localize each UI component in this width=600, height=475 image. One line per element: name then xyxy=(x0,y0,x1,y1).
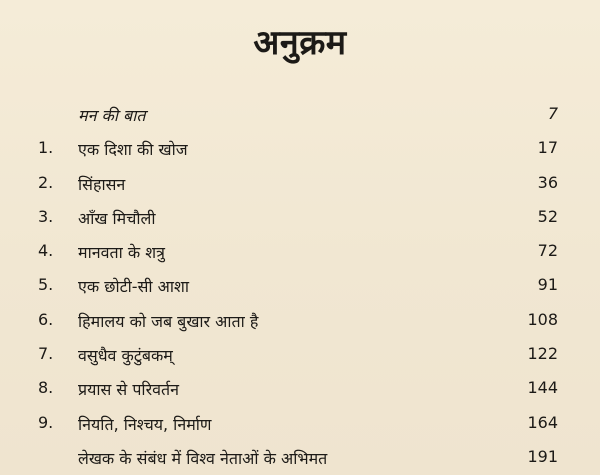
toc-entry-6 xyxy=(38,302,558,336)
entry-number: 5. xyxy=(38,275,54,295)
entry-number: 1. xyxy=(38,138,54,158)
toc-entry-5 xyxy=(38,267,558,301)
entry-number: 6. xyxy=(38,309,54,329)
toc-entry-opinions xyxy=(38,439,558,473)
toc-entry-2 xyxy=(38,165,558,199)
entry-number: 7. xyxy=(38,344,54,364)
entry-title: प्रयास से परिवर्तन xyxy=(78,380,180,400)
entry-number: 2. xyxy=(38,172,54,192)
toc-entry-7 xyxy=(38,336,558,370)
toc-entry-9 xyxy=(38,405,558,439)
entry-page-number: 164 xyxy=(527,412,558,432)
entry-page-number: 52 xyxy=(537,206,558,226)
entry-number: 8. xyxy=(38,378,54,398)
entry-page-number: 72 xyxy=(537,241,558,261)
entry-number: 4. xyxy=(38,241,54,261)
toc-entry-4 xyxy=(38,233,558,267)
entry-title: मानवता के शत्रु xyxy=(78,243,165,263)
entry-page-number: 191 xyxy=(527,446,558,466)
entry-page-number: 17 xyxy=(537,138,558,158)
page-title: अनुक्रम xyxy=(253,23,347,63)
toc-entry-1 xyxy=(38,130,558,164)
entry-title: आँख मिचौली xyxy=(78,208,156,228)
toc-entry-3 xyxy=(38,199,558,233)
entry-page-number: 144 xyxy=(527,378,558,398)
entry-title: वसुधैव कुटुंबकम् xyxy=(78,346,173,366)
entry-title: सिंहासन xyxy=(78,174,126,194)
entry-title: नियति, निश्चय, निर्माण xyxy=(78,414,212,434)
entry-page-number: 122 xyxy=(527,344,558,364)
toc-entry-preface xyxy=(38,96,558,130)
entry-title: हिमालय को जब बुखार आता है xyxy=(78,311,259,331)
entry-number: 3. xyxy=(38,206,54,226)
entry-title: मन की बात xyxy=(78,106,146,125)
entry-number: 9. xyxy=(38,412,54,432)
table-of-contents xyxy=(38,96,558,473)
entry-page-number: 36 xyxy=(537,172,558,192)
entry-title: लेखक के संबंध में विश्व नेताओं के अभिमत xyxy=(78,448,328,468)
entry-title: एक दिशा की खोज xyxy=(78,140,188,160)
entry-title: एक छोटी-सी आशा xyxy=(78,277,189,297)
entry-page-number: 7 xyxy=(547,104,558,123)
entry-page-number: 108 xyxy=(527,309,558,329)
entry-page-number: 91 xyxy=(537,275,558,295)
toc-entry-8 xyxy=(38,370,558,404)
